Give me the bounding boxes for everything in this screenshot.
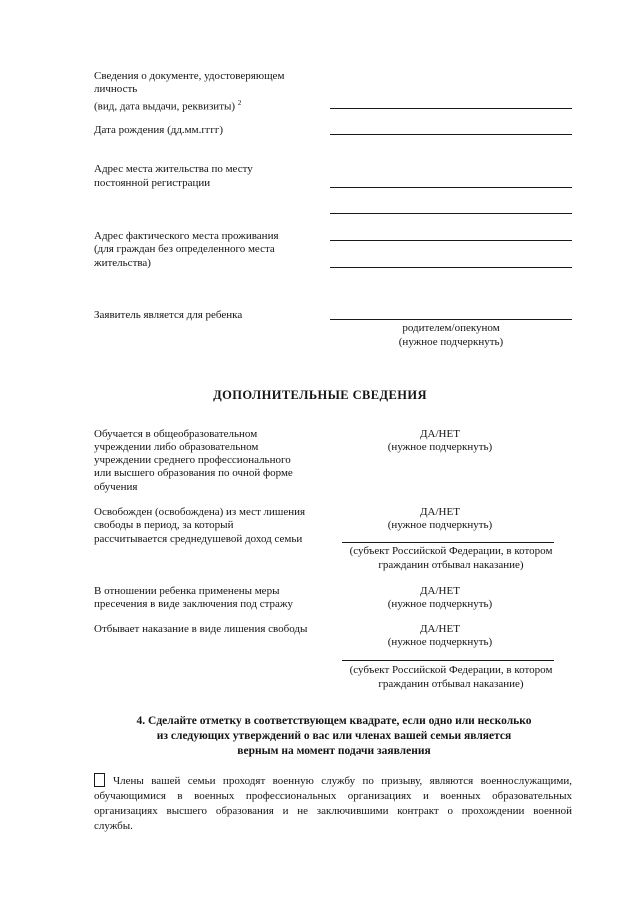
study-hint: (нужное подчеркнуть) <box>387 441 493 453</box>
actual-address-field-2[interactable] <box>330 267 572 268</box>
detention-answer[interactable]: ДА/НЕТ <box>420 585 460 597</box>
registration-address-label-line1: Адрес места жительства по месту <box>94 163 253 175</box>
applicant-role-field[interactable] <box>330 319 572 320</box>
released-label-line1: Освобожден (освобождена) из мест лишения <box>94 506 306 518</box>
study-label-line2: учреждении либо образовательном <box>94 441 259 453</box>
detention-label-line2: пресечения в виде заключения под стражу <box>94 598 293 610</box>
section4-title-line3: верным на момент подачи заявления <box>237 745 431 757</box>
released-subject-caption-line2: гражданин отбывал наказание) <box>378 559 524 571</box>
military-text-line3: организациях высшего образования и не заключившими контракт о прохождении военной <box>94 805 572 817</box>
registration-address-field-2[interactable] <box>330 213 572 214</box>
serving-subject-caption-line2: гражданин отбывал наказание) <box>378 678 524 690</box>
released-subject-field[interactable] <box>342 542 554 543</box>
detention-label-line1: В отношении ребенка применены меры <box>94 585 280 597</box>
released-hint: (нужное подчеркнуть) <box>387 519 493 531</box>
footnote-marker: 2 <box>237 99 242 107</box>
study-answer[interactable]: ДА/НЕТ <box>420 428 460 440</box>
registration-address-field[interactable] <box>330 187 572 188</box>
released-subject-caption-line1: (субъект Российской Федерации, в котором <box>349 545 553 557</box>
birth-date-field[interactable] <box>330 134 572 135</box>
serving-hint: (нужное подчеркнуть) <box>387 636 493 648</box>
identity-doc-label-line1: Сведения о документе, удостоверяющем <box>94 70 285 82</box>
military-service-checkbox[interactable] <box>94 773 105 787</box>
additional-info-heading: ДОПОЛНИТЕЛЬНЫЕ СВЕДЕНИЯ <box>213 388 427 402</box>
study-label-line3: учреждении среднего профессионального <box>94 454 291 466</box>
released-label-line2: свободы в период, за который <box>94 519 234 531</box>
military-text-line2: обучающимися в военных профессиональных организациях и военных образовательных <box>94 790 572 802</box>
birth-date-label: Дата рождения (дд.мм.гггг) <box>94 124 224 136</box>
detention-hint: (нужное подчеркнуть) <box>387 598 493 610</box>
military-text-line1: Члены вашей семьи проходят военную службу по призыву, являются военнослужащими, <box>113 775 572 787</box>
applicant-role-hint: (нужное подчеркнуть) <box>398 336 504 348</box>
applicant-role-label: Заявитель является для ребенка <box>94 309 243 321</box>
study-label-line4: или высшего образования по очной форме <box>94 467 293 479</box>
serving-subject-field[interactable] <box>342 660 554 661</box>
released-label-line3: рассчитывается среднедушевой доход семьи <box>94 533 303 545</box>
actual-address-field[interactable] <box>330 240 572 241</box>
serving-subject-caption-line1: (субъект Российской Федерации, в котором <box>349 664 553 676</box>
actual-address-label-line1: Адрес фактического места проживания <box>94 230 279 242</box>
section4-title-line2: из следующих утверждений о вас или членах вашей семьи является <box>156 730 512 742</box>
serving-answer[interactable]: ДА/НЕТ <box>420 623 460 635</box>
actual-address-label-line2: (для граждан без определенного места <box>94 243 275 255</box>
actual-address-label-line3: жительства) <box>94 257 151 269</box>
section4-title-line1: 4. Сделайте отметку в соответствующем квадрате, если одно или несколько <box>136 715 532 727</box>
applicant-role-options[interactable]: родителем/опекуном <box>402 322 500 334</box>
study-label-line5: обучения <box>94 481 138 493</box>
serving-label: Отбывает наказание в виде лишения свободы <box>94 623 308 635</box>
study-label-line1: Обучается в общеобразовательном <box>94 428 258 440</box>
identity-doc-label-line2: личность <box>94 83 138 95</box>
released-answer[interactable]: ДА/НЕТ <box>420 506 460 518</box>
military-text-line4: службы. <box>94 820 133 832</box>
identity-doc-field[interactable] <box>330 108 572 109</box>
identity-doc-label-line3: (вид, дата выдачи, реквизиты) $^2$ <box>94 99 242 113</box>
registration-address-label-line2: постоянной регистрации <box>94 177 211 189</box>
